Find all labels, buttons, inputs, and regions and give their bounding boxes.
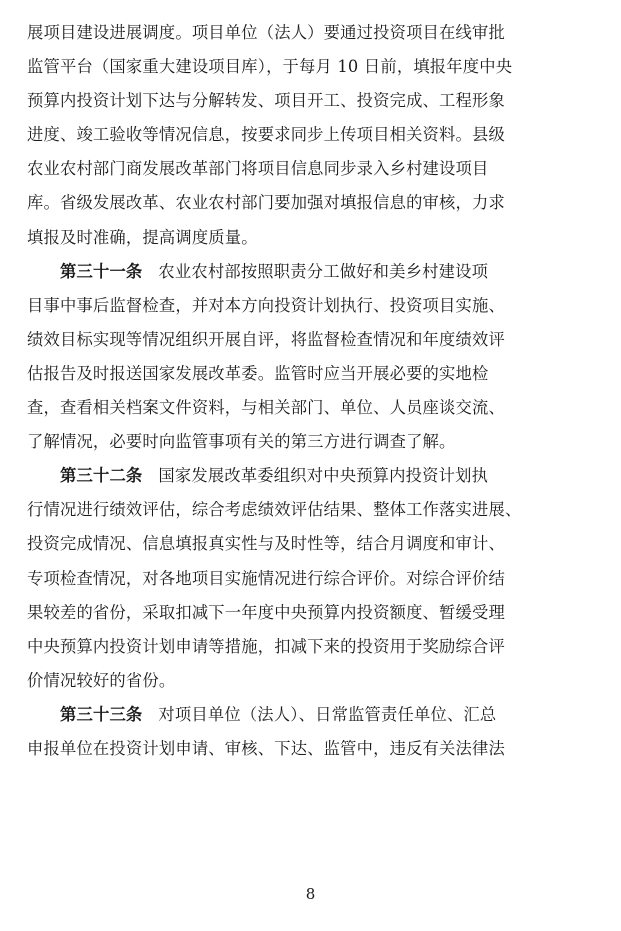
text-line: 申报单位在投资计划申请、审核、下达、监管中，违反有关法律法 <box>27 738 505 758</box>
text-line: 价情况较好的省份。 <box>27 670 176 690</box>
article-32-title: 第三十二条 <box>60 466 143 486</box>
text-line: 预算内投资计划下达与分解转发、项目开工、投资完成、工程形象 <box>27 91 505 111</box>
text-line: 绩效目标实现等情况组织开展自评，将监督检查情况和年度绩效评 <box>27 329 505 349</box>
article-31-first-line <box>27 255 595 289</box>
article-31-text: 农业农村部按照职责分工做好和美乡村建设项 <box>158 261 489 281</box>
text-line: 投资完成情况、信息填报真实性与及时性等，结合月调度和审计、 <box>27 534 505 554</box>
text-line: 进度、竣工验收等情况信息，按要求同步上传项目相关资料。县级 <box>27 125 505 145</box>
text-line: 监管平台（国家重大建设项目库），于每月 10 日前，填报年度中央 <box>27 57 513 77</box>
article-32-text: 国家发展改革委组织对中央预算内投资计划执 <box>158 466 489 486</box>
article-33-first-line <box>27 698 595 732</box>
article-33-text: 对项目单位（法人）、日常监管责任单位、汇总 <box>158 704 497 724</box>
text-line: 目事中事后监督检查，并对本方向投资计划执行、投资项目实施、 <box>27 295 505 315</box>
text-line: 填报及时准确，提高调度质量。 <box>27 227 258 247</box>
article-32-first-line <box>27 459 595 493</box>
text-line: 农业农村部门商发展改革部门将项目信息同步录入乡村建设项目 <box>27 159 489 179</box>
text-line: 专项检查情况，对各地项目实施情况进行综合评价。对综合评价结 <box>27 568 505 588</box>
text-line: 查，查看相关档案文件资料，与相关部门、单位、人员座谈交流、 <box>27 398 505 418</box>
text-line: 果较差的省份，采取扣减下一年度中央预算内投资额度、暂缓受理 <box>27 602 505 622</box>
page-number: 8 <box>305 885 316 903</box>
text-line: 了解情况，必要时向监管事项有关的第三方进行调查了解。 <box>27 432 456 452</box>
text-line: 库。省级发展改革、农业农村部门要加强对填报信息的审核，力求 <box>27 193 505 213</box>
text-line: 中央预算内投资计划申请等措施，扣减下来的投资用于奖励综合评 <box>27 636 505 656</box>
text-line: 展项目建设进展调度。项目单位（法人）要通过投资项目在线审批 <box>27 23 505 42</box>
text-line: 估报告及时报送国家发展改革委。监管时应当开展必要的实地检 <box>27 363 489 383</box>
text-line: 行情况进行绩效评估，综合考虑绩效评估结果、整体工作落实进展、 <box>27 500 522 520</box>
article-33-title: 第三十三条 <box>60 704 143 724</box>
article-31-title: 第三十一条 <box>60 261 143 281</box>
body-text <box>27 16 595 766</box>
